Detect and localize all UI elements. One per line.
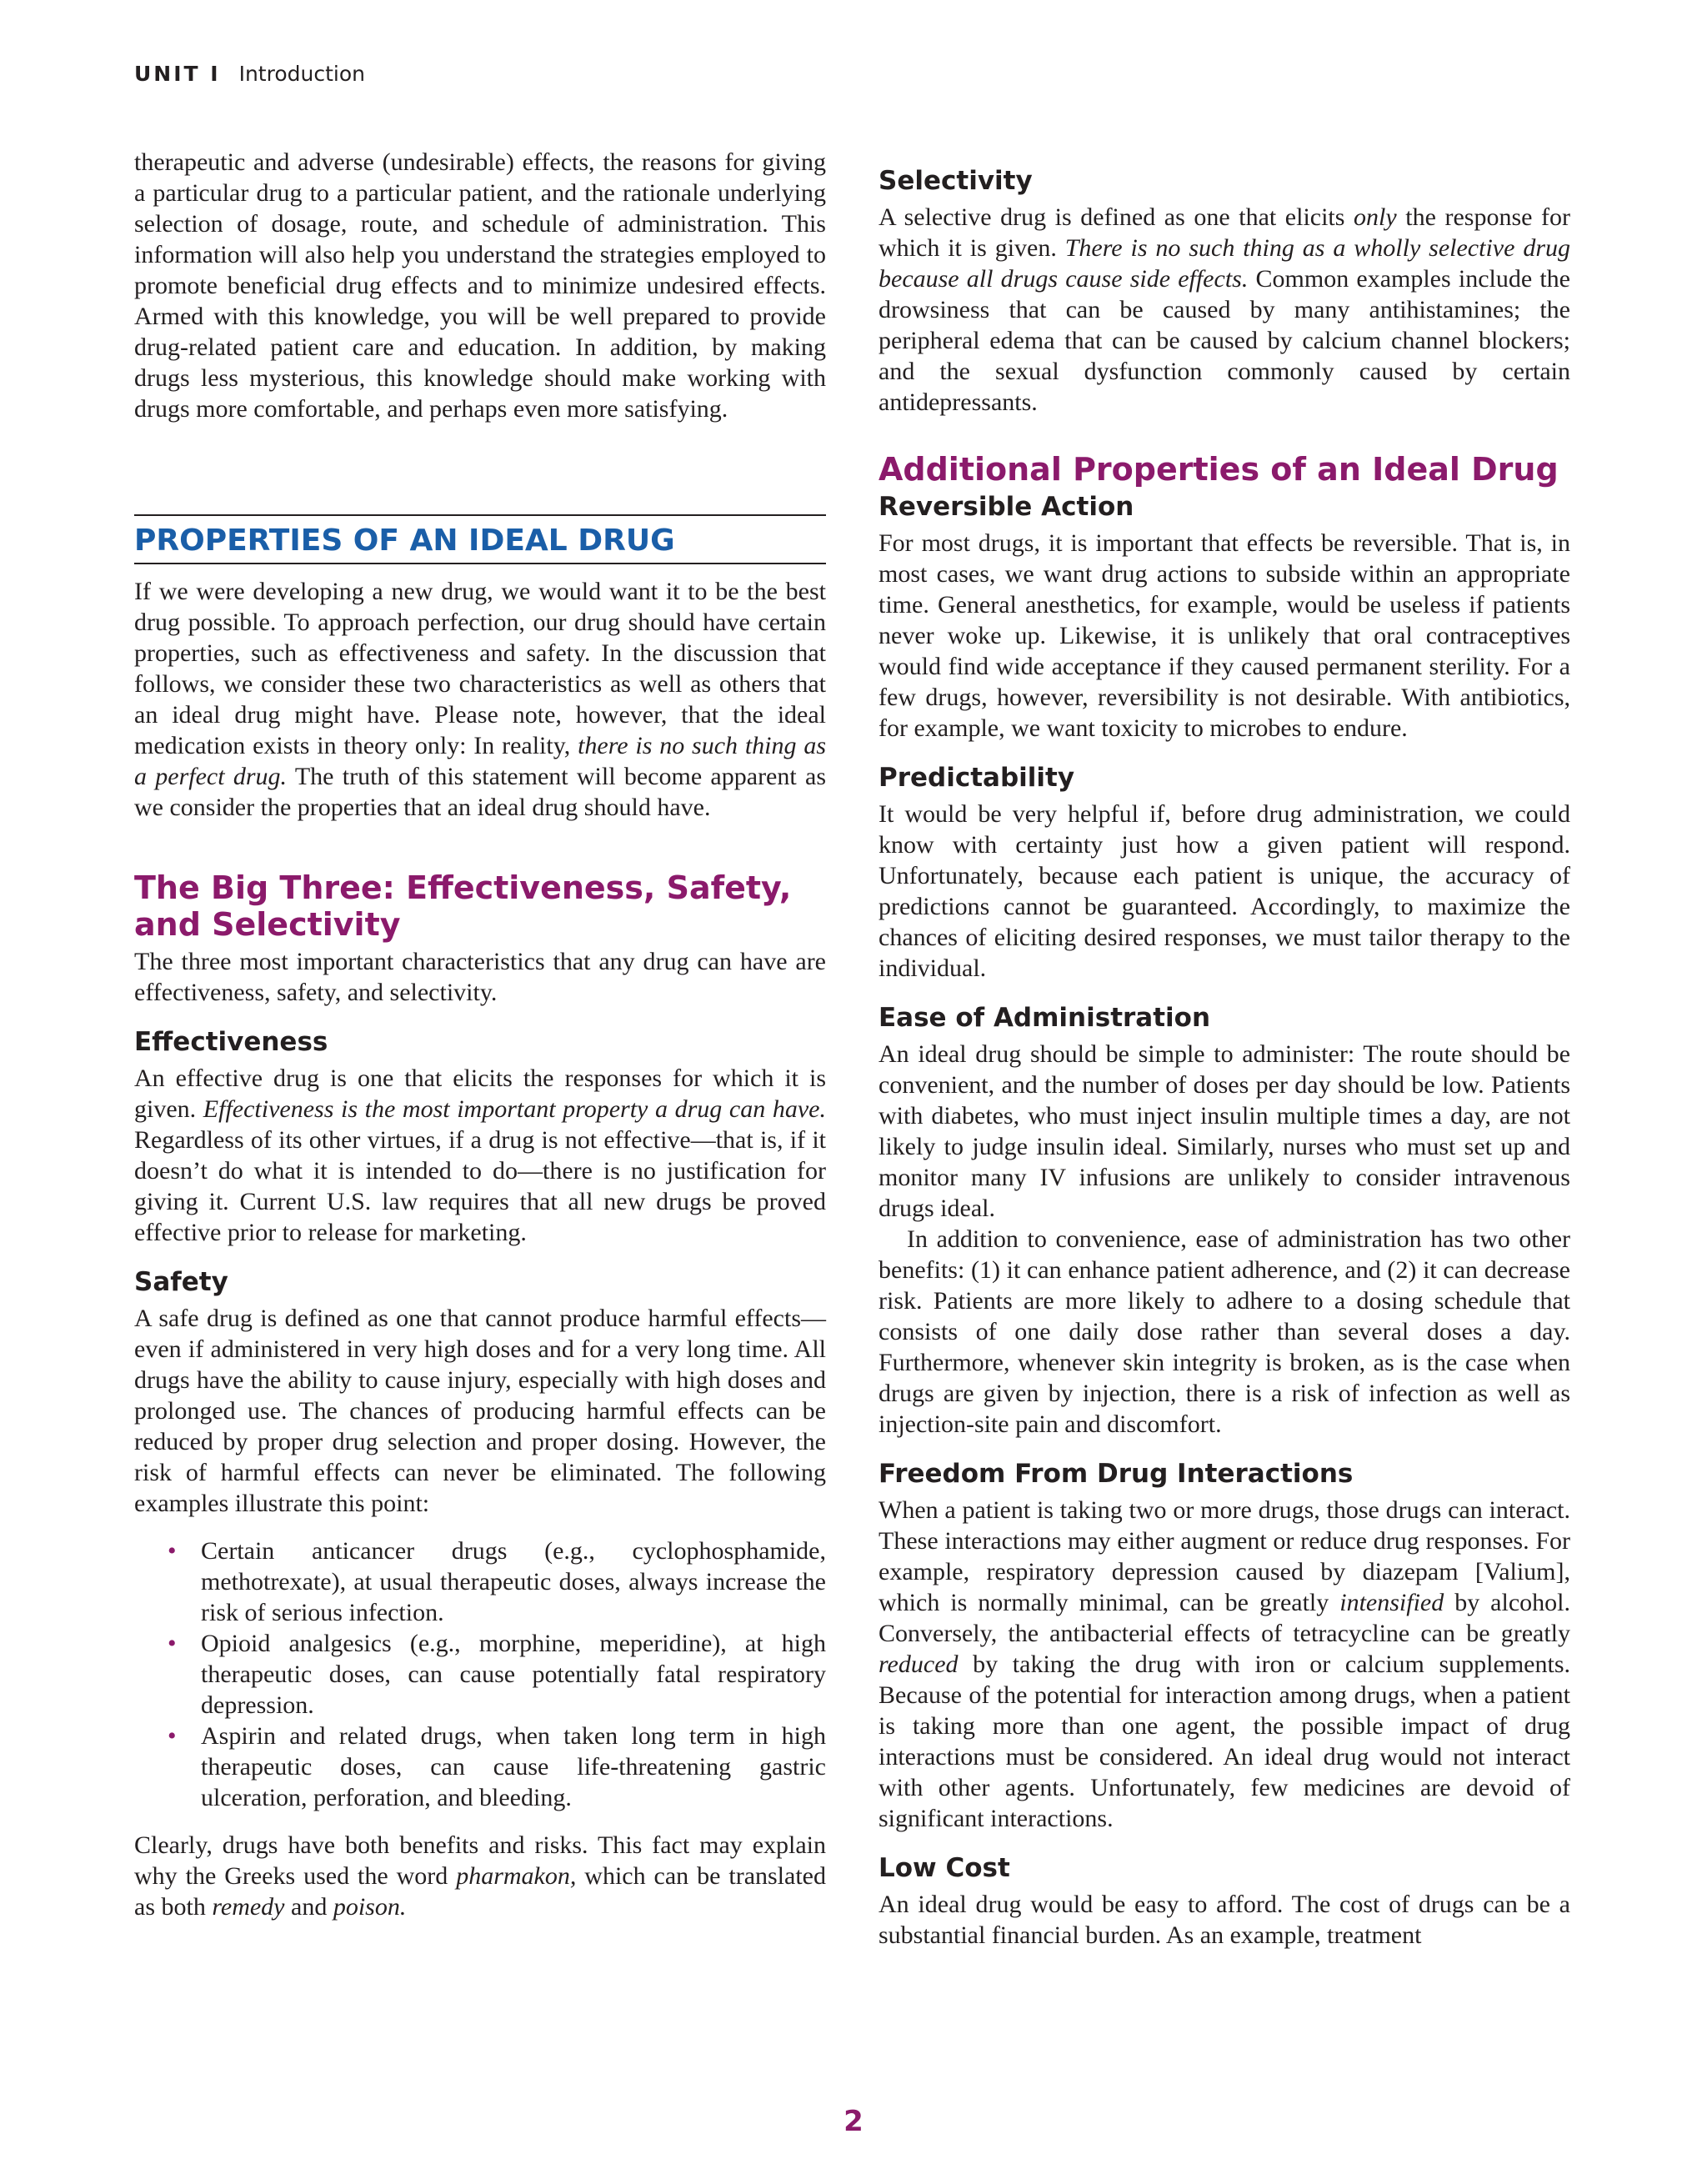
list-item: • Aspirin and related drugs, when taken long term in high therapeutic doses, can cause life-threatening gastric ulceration, perforation, and bleeding. — [168, 1722, 826, 1811]
big-three-heading: The Big Three: Effectiveness, Safety, and Selectivity — [134, 869, 792, 943]
list-item: • Certain anticancer drugs (e.g., cyclophosphamide, methotrexate), at usual therapeutic doses, always increase the risk of serious infection. — [168, 1537, 826, 1626]
drug-interactions-heading: Freedom From Drug Interactions — [879, 1459, 1354, 1489]
safety-paragraph: A safe drug is defined as one that cannot produce harmful effects—even if administered in very high doses and for a very long time. All drugs have the ability to cause injury, especially with high doses and prolonged use. The chances of producing harmful effects can be reduced by proper drug selection and proper dosing. However, the risk of harmful effects can never be eliminated. The following examples illustrate this point: — [134, 1305, 826, 1517]
safety-heading: Safety — [134, 1267, 228, 1297]
bullet-icon: • — [168, 1722, 177, 1750]
additional-properties-heading: Additional Properties of an Ideal Drug — [879, 451, 1559, 488]
ease-paragraph-2: In addition to convenience, ease of administration has two other benefits: (1) it can enhance patient adherence, and (2) it can decrease risk. Patients are more likely to adhere to a dosing schedule that consists of one daily dose rather than several doses a day. Furthermore, whenever skin integrity is broken, as is the case when drugs are given by injection, there is a risk of infection as well as injection-site pain and discomfort. — [879, 1225, 1570, 1438]
effectiveness-paragraph: An effective drug is one that elicits the responses for which it is given. Effectiveness is the most important property a drug can have. Regardless of its other virtues, if a drug is not effective—that is, if it doesn’t do what it is intended to do—there is no justification for giving it. Current U.S. law requires that all new drugs be proved effective prior to release for marketing. — [134, 1064, 826, 1246]
left-column — [134, 147, 826, 1922]
running-header — [134, 62, 365, 86]
list-item: • Opioid analgesics (e.g., morphine, meperidine), at high therapeutic doses, can cause potentially fatal respiratory depression. — [168, 1630, 826, 1719]
effectiveness-heading: Effectiveness — [134, 1027, 328, 1057]
bullet-icon: • — [168, 1537, 177, 1565]
low-cost-paragraph: An ideal drug would be easy to afford. The cost of drugs can be a substantial financial burden. As an example, treatment — [879, 1891, 1570, 1949]
low-cost-heading: Low Cost — [879, 1853, 1010, 1883]
predictability-heading: Predictability — [879, 763, 1075, 793]
ease-of-administration-heading: Ease of Administration — [879, 1003, 1211, 1033]
section-label: Introduction — [238, 62, 365, 86]
section-intro-paragraph: If we were developing a new drug, we would want it to be the best drug possible. To approach perfection, our drug should have certain properties, such as effectiveness and safety. In the discussion that follows, we consider these two characteristics as well as others that an ideal drug might have. Please note, however, that the ideal medication exists in theory only: In reality, there is no such thing as a perfect drug. The truth of this statement will become apparent as we consider the properties that an ideal drug should have. — [134, 578, 827, 821]
selectivity-paragraph: A selective drug is defined as one that elicits only the response for which it is given. There is no such thing as a wholly selective drug because all drugs cause side effects. Common examples include the drowsiness that can be caused by many antihistamines; the peripheral edema that can be caused by calcium channel blockers; and the sexual dysfunction commonly caused by certain antidepressants. — [879, 203, 1570, 416]
selectivity-heading: Selectivity — [879, 166, 1033, 196]
unit-label: UNIT I — [134, 62, 221, 86]
drug-interactions-paragraph: When a patient is taking two or more drugs, those drugs can interact. These interactions may either augment or reduce drug responses. For example, respiratory depression caused by diazepam [Valium], which is normally minimal, can be greatly intensified by alcohol. Conversely, the antibacterial effects of tetracycline can be greatly reduced by taking the drug with iron or calcium supplements. Because of the potential for interaction among drugs, when a patient is taking more than one agent, the possible impact of drug interactions must be considered. An ideal drug would not interact with other agents. Unfortunately, few medicines are devoid of significant interactions. — [879, 1496, 1570, 1832]
ease-paragraph-1: An ideal drug should be simple to administer: The route should be convenient, and the number of doses per day should be low. Patients with diabetes, who must inject insulin multiple times a day, are not likely to judge insulin ideal. Similarly, nurses who must set up and monitor many IV infusions are unlikely to consider intravenous drugs ideal. — [879, 1040, 1570, 1222]
predictability-paragraph: It would be very helpful if, before drug administration, we could know with certainty just how a given patient will respond. Unfortunately, because each patient is unique, the accuracy of predictions cannot be guaranteed. Accordingly, to maximize the chances of eliciting desired responses, we must tailor therapy to the individual. — [879, 800, 1570, 982]
reversible-action-paragraph: For most drugs, it is important that effects be reversible. That is, in most cases, we want drug actions to subside within an appropriate time. General anesthetics, for example, would be useless if patients never woke up. Likewise, it is unlikely that oral contraceptives would find wide acceptance if they caused permanent sterility. For a few drugs, however, reversibility is not desirable. With antibiotics, for example, we want toxicity to microbes to endure. — [879, 529, 1570, 742]
safety-examples-list — [134, 1535, 826, 1813]
intro-paragraph: therapeutic and adverse (undesirable) effects, the reasons for giving a particular drug to a particular patient, and the rationale underlying selection of dosage, route, and schedule of administration. This information will also help you understand the strategies employed to promote beneficial drug effects and to minimize undesired effects. Armed with this knowledge, you will be well prepared to provide drug-related patient care and education. In addition, by making drugs less mysterious, this knowledge should make working with drugs more comfortable, and perhaps even more satisfying. — [134, 148, 826, 423]
section-heading: PROPERTIES OF AN IDEAL DRUG — [134, 514, 826, 564]
right-column — [879, 165, 1570, 1951]
closing-paragraph: Clearly, drugs have both benefits and risks. This fact may explain why the Greeks used the word pharmakon, which can be translated as both remedy and poison. — [134, 1831, 826, 1921]
bullet-icon: • — [168, 1630, 177, 1657]
page-number: 2 — [843, 2105, 864, 2138]
reversible-action-heading: Reversible Action — [879, 492, 1134, 522]
big-three-paragraph: The three most important characteristics that any drug can have are effectiveness, safety, and selectivity. — [134, 948, 826, 1006]
